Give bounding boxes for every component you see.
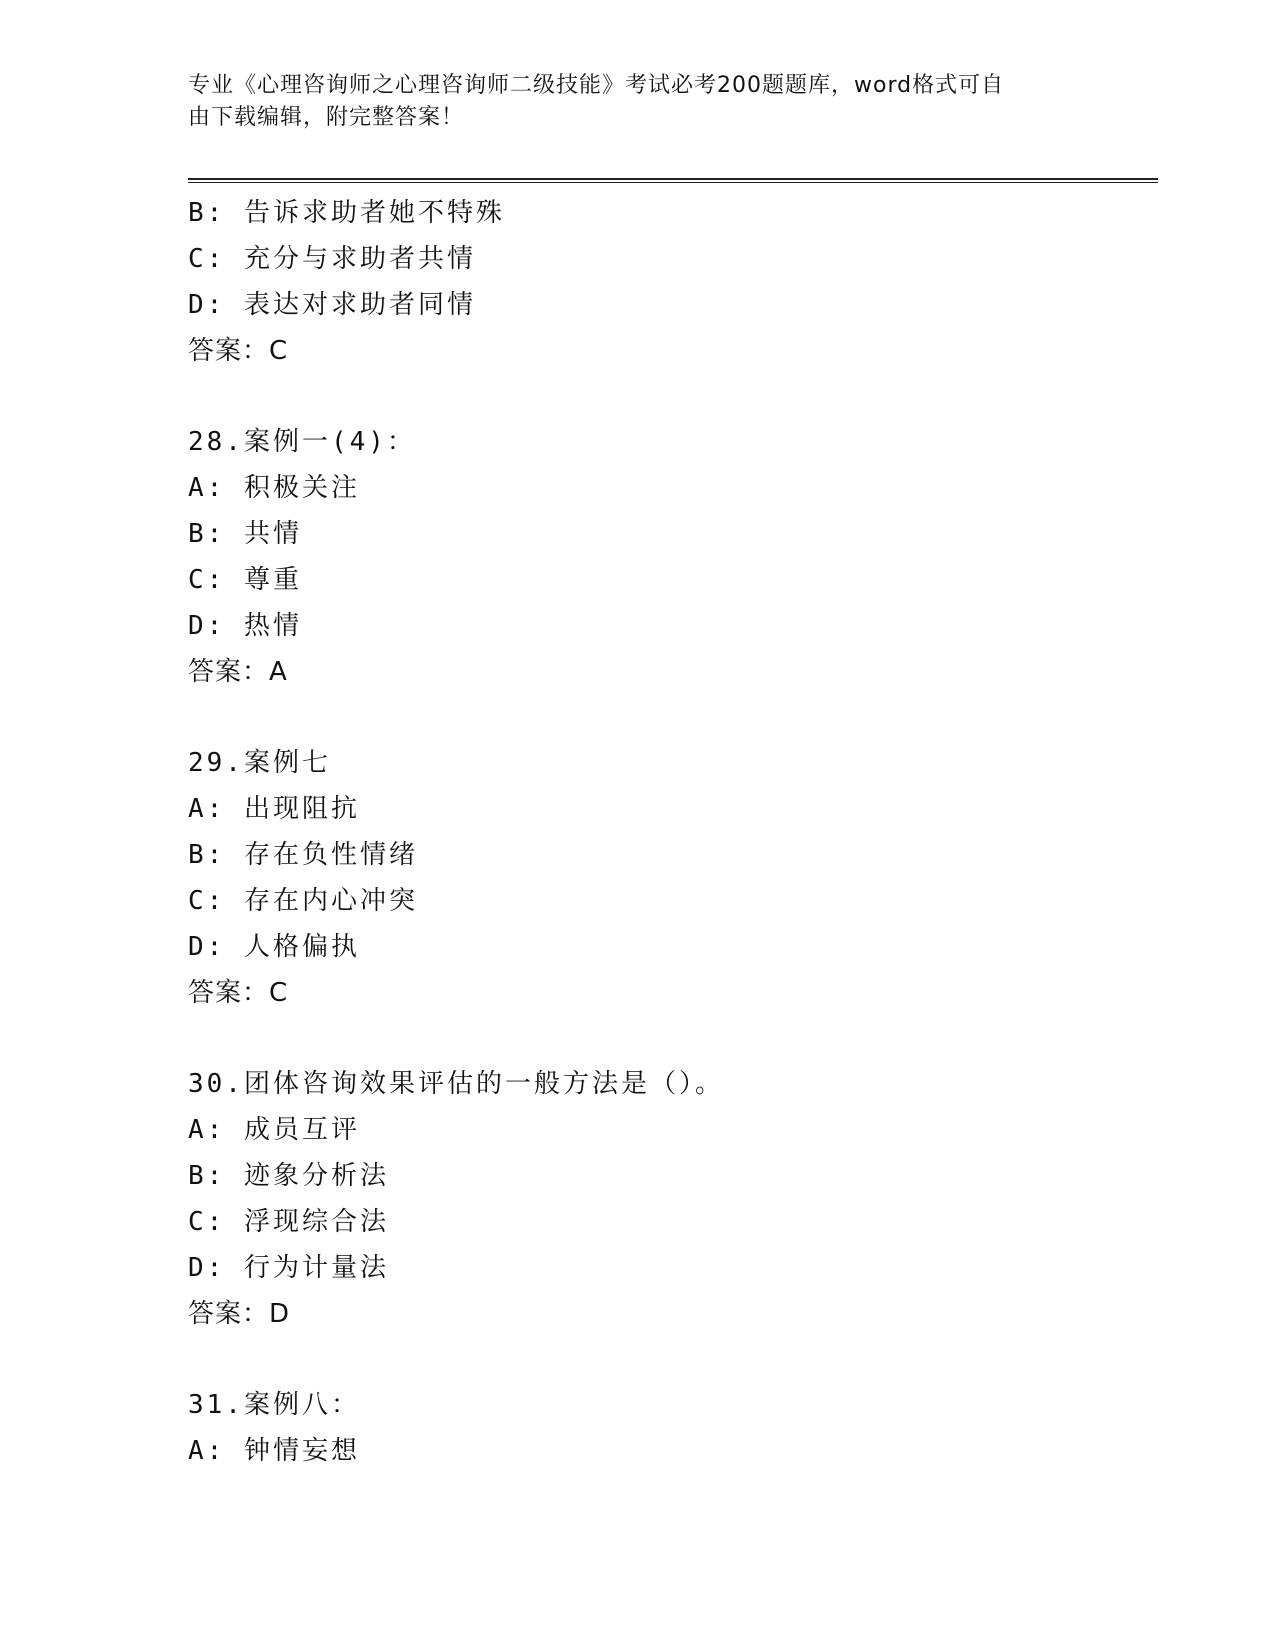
option-d: D: 行为计量法 [188,1253,389,1283]
question-block-27 [188,190,1148,374]
option-d: D: 热情 [188,611,302,641]
question-title: 29.案例七 [188,748,331,778]
question-title: 31.案例八： [188,1390,360,1420]
option-b: B: 迹象分析法 [188,1161,389,1191]
header-divider [188,178,1158,183]
option-a: A: 出现阻抗 [188,794,360,824]
header-line-1: 专业《心理咨询师之心理咨询师二级技能》考试必考200题题库，word格式可自 [188,73,1005,98]
option-c: C: 尊重 [188,565,302,595]
option-b: B: 告诉求助者她不特殊 [188,198,505,228]
answer-line: 答案：A [188,657,288,687]
page-header [188,70,1068,134]
option-a: A: 钟情妄想 [188,1436,360,1466]
question-block-30 [188,1061,1148,1337]
option-b: B: 共情 [188,519,302,549]
option-a: A: 积极关注 [188,473,360,503]
question-title: 30.团体咨询效果评估的一般方法是（）。 [188,1069,724,1099]
option-d: D: 人格偏执 [188,932,360,962]
answer-line: 答案：C [188,978,289,1008]
question-title: 28.案例一(4)： [188,427,416,457]
header-line-2: 由下载编辑，附完整答案！ [188,105,465,130]
option-c: C: 充分与求助者共情 [188,244,476,274]
option-c: C: 存在内心冲突 [188,886,418,916]
option-c: C: 浮现综合法 [188,1207,389,1237]
question-block-29 [188,740,1148,1016]
option-a: A: 成员互评 [188,1115,360,1145]
question-block-28 [188,419,1148,695]
answer-line: 答案：C [188,336,289,366]
option-b: B: 存在负性情绪 [188,840,418,870]
option-d: D: 表达对求助者同情 [188,290,476,320]
question-list [188,190,1148,1474]
question-block-31 [188,1382,1148,1474]
answer-line: 答案：D [188,1299,291,1329]
